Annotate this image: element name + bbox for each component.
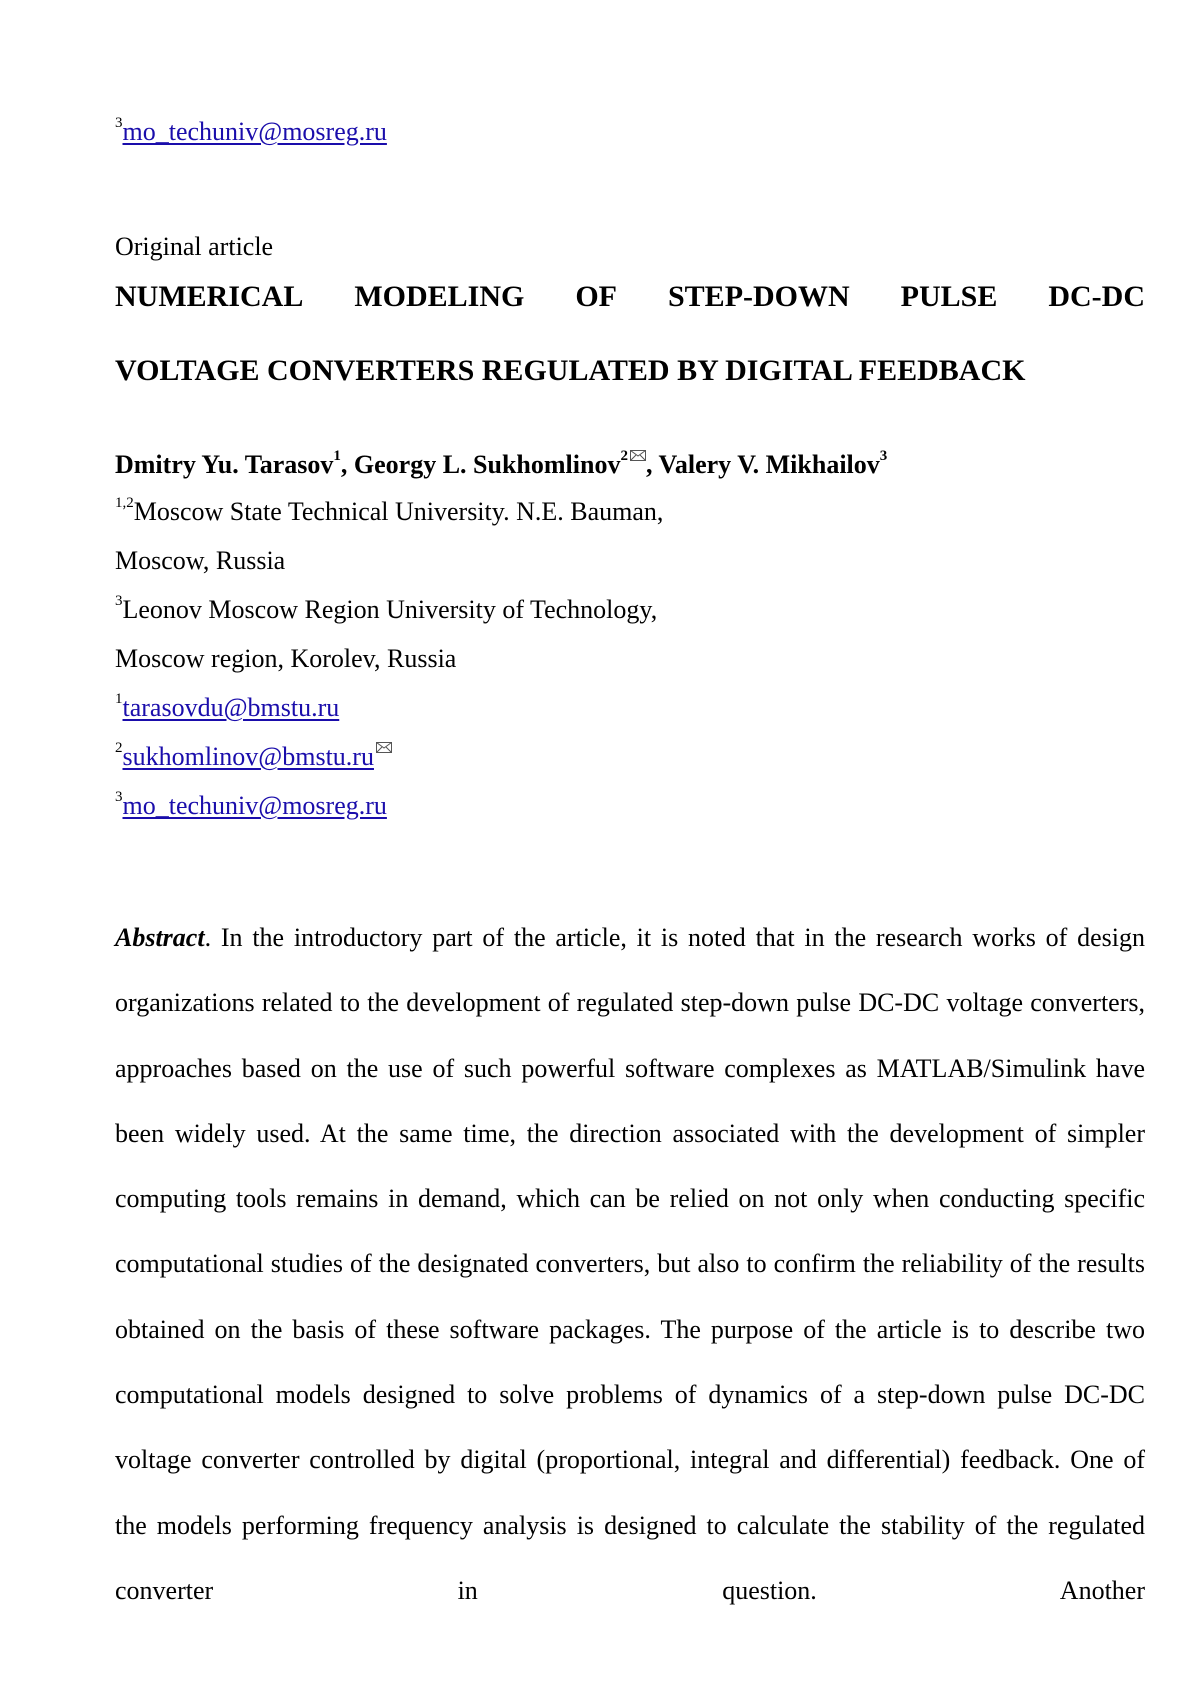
top-email-link[interactable]: mo_techuniv@mosreg.ru: [122, 117, 387, 146]
email-sup: 2: [115, 740, 123, 757]
abstract-label: Abstract: [115, 923, 205, 952]
envelope-icon: [376, 742, 392, 753]
email-line-2: [115, 742, 392, 772]
title-line-2: VOLTAGE CONVERTERS REGULATED BY DIGITAL FEEDBACK: [115, 354, 1026, 387]
email-link[interactable]: sukhomlinov@bmstu.ru: [122, 742, 374, 771]
top-email-sup: 3: [115, 115, 123, 132]
author-list: [115, 450, 887, 480]
title-line-1: [115, 280, 1145, 314]
title-word: MODELING: [354, 280, 525, 313]
affiliation-text: Leonov Moscow Region University of Technology,: [122, 595, 658, 624]
affiliation-sup: 1,2: [115, 495, 134, 512]
author-sup: 2: [620, 448, 628, 465]
email-sup: 1: [115, 691, 123, 708]
title-word: DC-DC: [1048, 280, 1145, 313]
affiliation-1-line-1: [115, 497, 663, 527]
article-type: Original article: [115, 232, 274, 261]
author-sup: 3: [879, 448, 888, 465]
affiliation-text: Moscow State Technical University. N.E. Bauman,: [133, 497, 664, 526]
title-word: STEP-DOWN: [667, 280, 850, 313]
abstract-paragraph: [115, 905, 1145, 1623]
title-word: PULSE: [900, 280, 998, 313]
author-name: Georgy L. Sukhomlinov: [353, 450, 621, 479]
title-word: OF: [575, 280, 617, 313]
author-separator: ,: [340, 450, 348, 479]
email-link[interactable]: mo_techuniv@mosreg.ru: [122, 791, 387, 820]
affiliation-sup: 3: [115, 593, 123, 610]
affiliation-1-line-2: Moscow, Russia: [115, 546, 286, 575]
author-name: Dmitry Yu. Tarasov: [115, 450, 334, 479]
top-email-line: [115, 117, 387, 147]
affiliation-2-line-2: Moscow region, Korolev, Russia: [115, 644, 457, 673]
envelope-icon: [630, 450, 646, 461]
email-line-3: [115, 791, 387, 821]
title-word: NUMERICAL: [115, 280, 304, 313]
author-name: Valery V. Mikhailov: [658, 450, 880, 479]
email-sup: 3: [115, 789, 123, 806]
author-separator: ,: [645, 450, 653, 479]
author-sup: 1: [333, 448, 341, 465]
email-link[interactable]: tarasovdu@bmstu.ru: [122, 693, 340, 722]
email-line-1: [115, 693, 339, 723]
abstract-text: . In the introductory part of the article, it is noted that in the research works of design organizations related to the development of regulated step-down pulse DC-DC voltage converters, approaches based on the use of such powerful software complexes as MATLAB/Simulink have been widely used. At the same time, the direction associated with the development of simpler computing tools remains in demand, which can be relied on not only when conducting specific computational studies of the designated converters, but also to confirm the reliability of the results obtained on the basis of these software packages. The purpose of the article is to describe two computational models designed to solve problems of dynamics of a step-down pulse DC-DC voltage converter controlled by digital (proportional, integral and differential) feedback. One of the models performing frequency analysis is designed to calculate the stability of the regulated converter in question. Another: [115, 923, 1145, 1605]
affiliation-2-line-1: [115, 595, 657, 625]
